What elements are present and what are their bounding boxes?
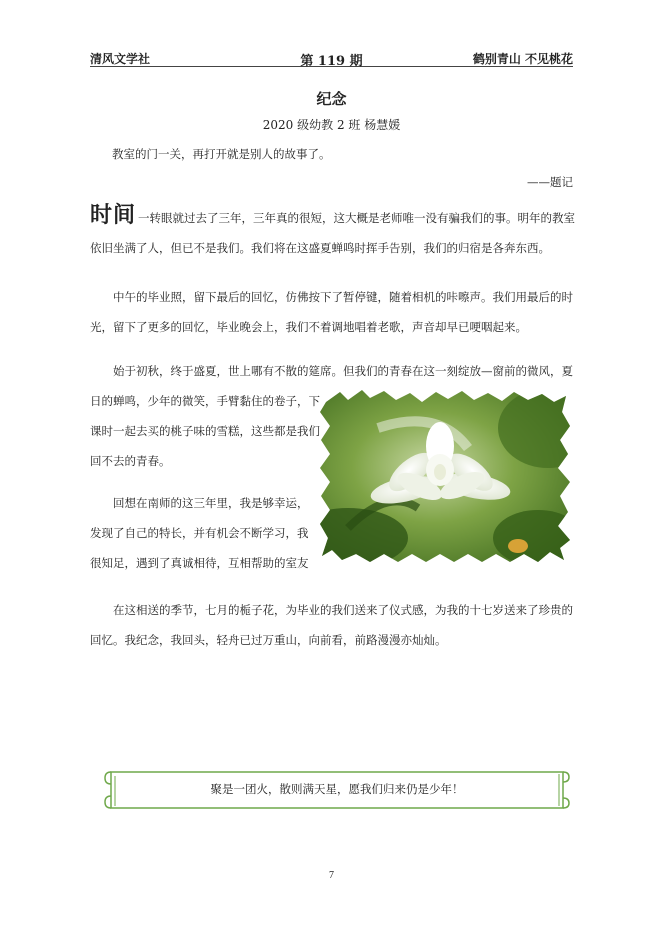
epigraph-source: ——题记 (527, 175, 573, 189)
paragraph-3-first-line: 始于初秋，终于盛夏，世上哪有不散的筵席。但我们的青春在这一刻绽放—窗前的微风，夏 (113, 364, 573, 378)
article-title: 纪念 (316, 90, 347, 108)
paragraph-1-text: 一转眼就过去了三年，三年真的很短，这大概是老师唯一没有骗我们的事。明年的教室依旧坐满了人，但已不是我们。我们将在这盛夏蝉鸣时挥手告别，我们的归宿是各奔东西。 (90, 211, 576, 255)
issue-number: 第 119 期 (300, 54, 363, 69)
banner-text: 聚是一团火，散则满天星，愿我们归来仍是少年！ (210, 782, 464, 796)
paragraph-2: 中午的毕业照，留下最后的回忆，仿佛按下了暂停键，随着相机的咔嚓声。我们用最后的时光，留下了更多的回忆，毕业晚会上，我们不着调地唱着老歌，声音却早已哽咽起来。 (90, 290, 573, 334)
epigraph: 教室的门一关，再打开就是别人的故事了。 (112, 147, 331, 161)
paragraph-4: 回想在南师的这三年里，我是够幸运，发现了自己的特长，并有机会不断学习，我很知足，遇到了真诚相待，互相帮助的室友 (90, 496, 309, 570)
paragraph-1 (90, 200, 575, 263)
lead-word: 时间 (90, 202, 137, 228)
magazine-name: 清风文学社 (90, 52, 151, 66)
paragraph-5: 在这相送的季节，七月的栀子花，为毕业的我们送来了仪式感，为我的十七岁送来了珍贵的回忆。我纪念，我回头，轻舟已过万重山，向前看，前路漫漫亦灿灿。 (90, 603, 573, 647)
issue-theme: 鹤别青山 不见桃花 (472, 52, 573, 66)
gardenia-photo (318, 388, 574, 564)
paragraph-3-rest: 日的蝉鸣，少年的微笑，手臂黏住的卷子，下课时一起去买的桃子味的雪糕，这些都是我们回不去的青春。 (90, 394, 320, 468)
article-byline: 2020 级幼教 2 班 杨慧媛 (262, 118, 401, 132)
page-header (90, 44, 573, 67)
page-number: 7 (329, 870, 334, 881)
